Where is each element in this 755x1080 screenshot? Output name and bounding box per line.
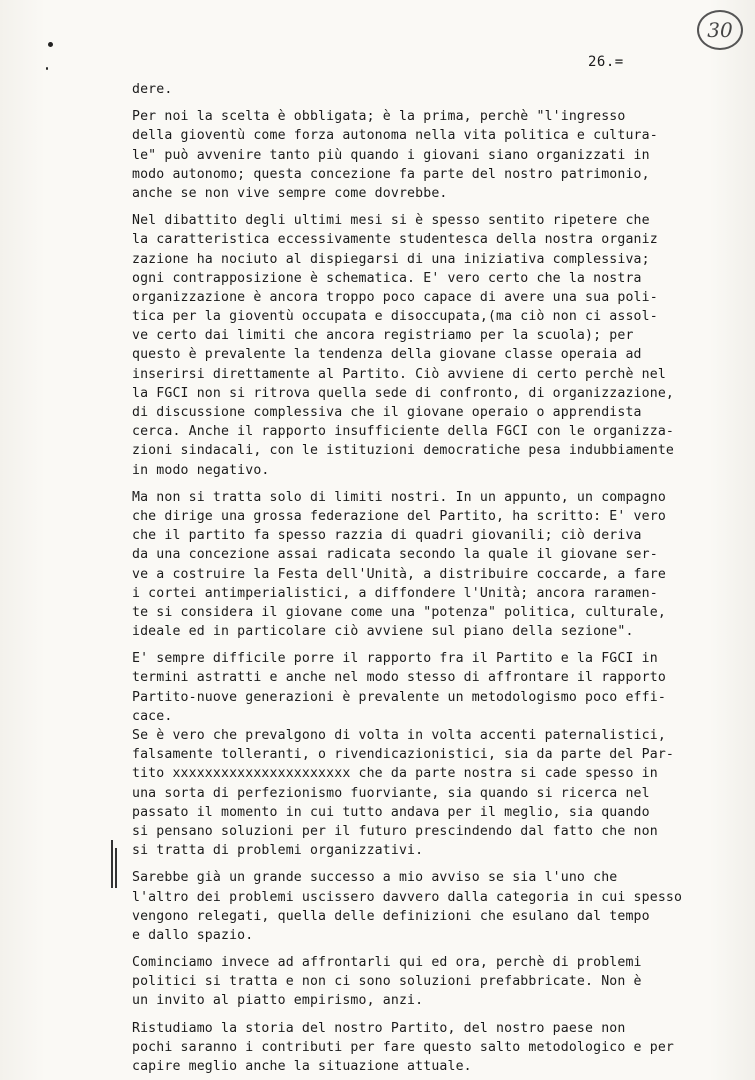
page-number: 26.= [588, 54, 624, 70]
text-line: e dallo spazio. [132, 927, 254, 943]
text-line: un invito al piatto empirismo, anzi. [132, 993, 424, 1009]
page-stamp [697, 10, 743, 50]
text-line: le" può avvenire tanto più quando i giovani siano organizzati in [132, 147, 650, 163]
stamp-number: 30 [707, 18, 733, 42]
paragraph-gap [132, 203, 752, 211]
text-line: ideale ed in particolare ciò avviene sul piano della sezione". [132, 624, 634, 640]
text-line: politici si tratta e non ci sono soluzioni prefabbricate. Non è [132, 974, 642, 990]
text-line: una sorta di perfezionismo fuorviante, sia quando si ricerca nel [132, 785, 650, 801]
text-line: in modo negativo. [132, 462, 270, 478]
margin-mark [115, 848, 117, 888]
text-line: tito xxxxxxxxxxxxxxxxxxxxxx che da parte nostra si cade spesso in [132, 766, 658, 782]
text-line: pochi saranno i contributi per fare questo salto metodologico e per [132, 1039, 674, 1055]
paragraph-gap [132, 860, 752, 868]
text-line: passato il momento in cui tutto andava per il meglio, sia quando [132, 804, 650, 820]
text-line: Per noi la scelta è obbligata; è la prima, perchè "l'ingresso [132, 109, 626, 125]
text-line: dere. [132, 82, 173, 97]
text-line: che dirige una grossa federazione del Partito, ha scritto: E' vero [132, 508, 666, 524]
text-line: inserirsi direttamente al Partito. Ciò avviene di certo perchè nel [132, 366, 666, 382]
text-line: te si considera il giovane come una "potenza" politica, culturale, [132, 604, 666, 620]
text-line: l'altro dei problemi uscissero davvero dalla categoria in cui spesso [132, 889, 683, 905]
paragraph-gap [132, 641, 752, 649]
text-line: Partito-nuove generazioni è prevalente un metodologismo poco effi- [132, 689, 666, 705]
text-line: Sarebbe già un grande successo a mio avviso se sia l'uno che [132, 870, 618, 886]
text-line: modo autonomo; questa concezione fa parte del nostro patrimonio, [132, 166, 650, 182]
text-line: capire meglio anche la situazione attuale. [132, 1059, 472, 1074]
text-line: questo è prevalente la tendenza della giovane classe operaia ad [132, 347, 642, 363]
text-line: di discussione complessiva che il giovane operaio o apprendista [132, 405, 642, 420]
text-line: ve a costruire la Festa dell'Unità, a distribuire coccarde, a fare [132, 566, 666, 582]
typed-text [132, 80, 752, 1076]
text-line: ve certo dai limiti che ancora registriamo per la scuola); per [132, 328, 634, 344]
text-line: E' sempre difficile porre il rapporto fra il Partito e la FGCI in [132, 651, 658, 667]
margin-mark [111, 840, 113, 888]
text-line: si tratta di problemi organizzativi. [132, 843, 424, 859]
text-line: zioni sindacali, con le istituzioni democratiche pesa indubbiamente [132, 443, 674, 459]
text-line: termini astratti e anche nel modo stesso di affrontare il rapporto [132, 670, 666, 686]
text-line: si pensano soluzioni per il futuro prescindendo dal fatto che non [132, 823, 658, 839]
text-line: anche se non vive sempre come dovrebbe. [132, 185, 448, 201]
text-line: tica per la gioventù occupata e disoccupata,(ma ciò non ci assol- [132, 309, 658, 325]
text-line: della gioventù come forza autonoma nella vita politica e cultura- [132, 128, 658, 144]
text-line: cerca. Anche il rapporto insufficiente della FGCI con le organizza- [132, 424, 674, 440]
paragraph-gap [132, 1011, 752, 1019]
text-line: Nel dibattito degli ultimi mesi si è spesso sentito ripetere che [132, 213, 650, 229]
paragraph-gap [132, 99, 752, 107]
text-line: zazione ha nociuto al dispiegarsi di una iniziativa complessiva; [132, 251, 650, 267]
ink-speck [46, 67, 48, 70]
text-line: ogni contrapposizione è schematica. E' vero certo che la nostra [132, 270, 642, 286]
text-line: i cortei antimperialistici, a diffondere l'Unità; ancora raramen- [132, 585, 658, 601]
text-line: falsamente tolleranti, o rivendicazionistici, sia da parte del Par- [132, 747, 674, 763]
text-line: organizzazione è ancora troppo poco capace di avere una sua poli- [132, 289, 658, 305]
text-line: Cominciamo invece ad affrontarli qui ed ora, perchè di problemi [132, 955, 642, 971]
text-line: da una concezione assai radicata secondo la quale il giovane ser- [132, 547, 658, 563]
text-line: Ristudiamo la storia del nostro Partito, del nostro paese non [132, 1020, 626, 1036]
text-line: vengono relegati, quella delle definizioni che esulano dal tempo [132, 908, 650, 924]
text-line: Ma non si tratta solo di limiti nostri. In un appunto, un compagno [132, 489, 666, 505]
text-line: che il partito fa spesso razzia di quadri giovanili; ciò deriva [132, 528, 642, 544]
text-line: Se è vero che prevalgono di volta in volta accenti paternalistici, [132, 728, 666, 743]
text-line: cace. [132, 708, 173, 724]
text-line: la caratteristica eccessivamente studentesca della nostra organiz [132, 232, 658, 248]
paragraph-gap [132, 945, 752, 953]
text-line: la FGCI non si ritrova quella sede di confronto, di organizzazione, [132, 385, 674, 401]
paragraph-gap [132, 480, 752, 488]
ink-speck [48, 42, 53, 47]
